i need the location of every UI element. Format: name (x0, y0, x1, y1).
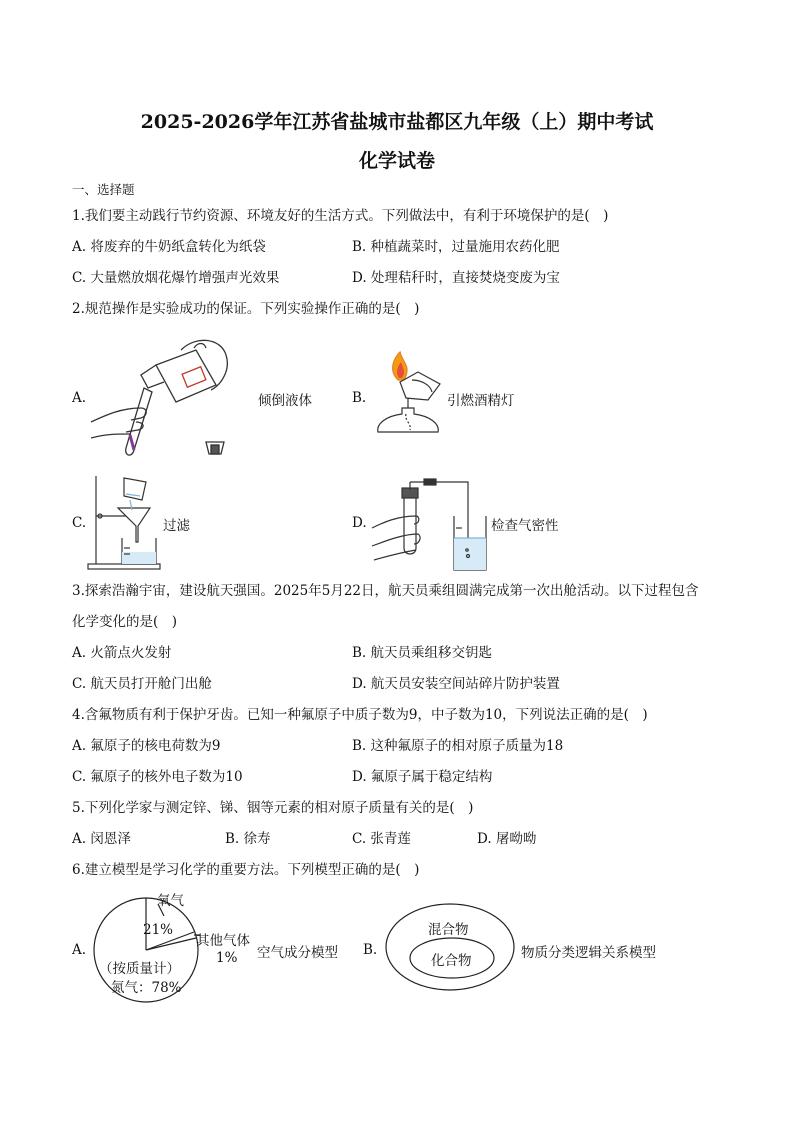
q2-option-c-letter[interactable]: C. (72, 515, 87, 531)
inner-ellipse-label: 化合物 (431, 953, 472, 969)
q2-option-c-caption: 过滤 (163, 518, 190, 534)
gas-tightness-check-illustration (368, 476, 493, 576)
q6-option-b-caption: 物质分类逻辑关系模型 (521, 945, 656, 961)
pie-label-other: 其他气体 (196, 933, 250, 949)
q3-stem-line2: 化学变化的是( ) (72, 614, 178, 630)
exam-subtitle: 化学试卷 (358, 150, 435, 172)
lighting-alcohol-lamp-illustration (368, 350, 448, 440)
q3-option-c[interactable]: C. 航天员打开舱门出舱 (72, 676, 212, 692)
q3-option-a[interactable]: A. 火箭点火发射 (72, 645, 172, 661)
q5-option-c[interactable]: C. 张青莲 (352, 831, 411, 847)
filtration-illustration (86, 472, 166, 572)
q1-option-a[interactable]: A. 将废弃的牛奶纸盒转化为纸袋 (72, 239, 266, 255)
q4-option-d[interactable]: D. 氟原子属于稳定结构 (352, 769, 493, 785)
q4-option-b[interactable]: B. 这种氟原子的相对原子质量为18 (352, 738, 564, 754)
matter-classification-diagram (384, 902, 516, 992)
q5-option-b[interactable]: B. 徐寿 (225, 831, 271, 847)
q3-option-b[interactable]: B. 航天员乘组移交钥匙 (352, 645, 493, 661)
q2-option-d-caption: 检查气密性 (491, 518, 559, 534)
q2-option-a-letter[interactable]: A. (72, 390, 87, 406)
outer-ellipse-label: 混合物 (428, 922, 469, 938)
q1-option-c[interactable]: C. 大量燃放烟花爆竹增强声光效果 (72, 270, 280, 286)
q1-option-b[interactable]: B. 种植蔬菜时，过量施用农药化肥 (352, 239, 560, 255)
pie-label-other-pct: 1% (216, 950, 238, 966)
q3-option-d[interactable]: D. 航天员安装空间站碎片防护装置 (352, 676, 560, 692)
pie-label-oxygen-pct: 21% (143, 922, 174, 938)
pie-label-oxygen: 氧气 (157, 893, 184, 909)
pie-label-nitrogen: 氮气：78% (111, 980, 182, 996)
q5-stem: 5.下列化学家与测定锌、锑、铟等元素的相对原子质量有关的是( ) (72, 800, 474, 816)
q6-option-b-letter[interactable]: B. (363, 942, 378, 958)
q6-option-a-letter[interactable]: A. (72, 942, 87, 958)
q5-option-a[interactable]: A. 闵恩泽 (72, 831, 131, 847)
q1-option-d[interactable]: D. 处理秸秆时，直接焚烧变废为宝 (352, 270, 560, 286)
q1-stem: 1.我们要主动践行节约资源、环境友好的生活方式。下列做法中，有利于环境保护的是( ) (72, 208, 609, 224)
q2-stem: 2.规范操作是实验成功的保证。下列实验操作正确的是( ) (72, 301, 420, 317)
q3-stem-line1: 3.探索浩瀚宇宙，建设航天强国。2025年5月22日，航天员乘组圆满完成第一次出舱活动。以下过程包含 (72, 583, 699, 599)
pie-label-basis: （按质量计） (99, 961, 180, 977)
exam-title: 2025-2026学年江苏省盐城市盐都区九年级（上）期中考试 (140, 111, 654, 133)
section-heading: 一、选择题 (72, 182, 135, 197)
q4-option-a[interactable]: A. 氟原子的核电荷数为9 (72, 738, 221, 754)
q2-option-b-caption: 引燃酒精灯 (447, 393, 515, 409)
q2-option-d-letter[interactable]: D. (352, 515, 367, 531)
q6-stem: 6.建立模型是学习化学的重要方法。下列模型正确的是( ) (72, 862, 420, 878)
q5-option-d[interactable]: D. 屠呦呦 (477, 831, 537, 847)
q4-option-c[interactable]: C. 氟原子的核外电子数为10 (72, 769, 243, 785)
q2-option-b-letter[interactable]: B. (352, 390, 367, 406)
q4-stem: 4.含氟物质有利于保护牙齿。已知一种氟原子中质子数为9，中子数为10，下列说法正确的是( ) (72, 707, 648, 723)
pouring-liquid-illustration (86, 330, 246, 465)
q6-option-a-caption: 空气成分模型 (257, 945, 338, 961)
q2-option-a-caption: 倾倒液体 (258, 393, 312, 409)
